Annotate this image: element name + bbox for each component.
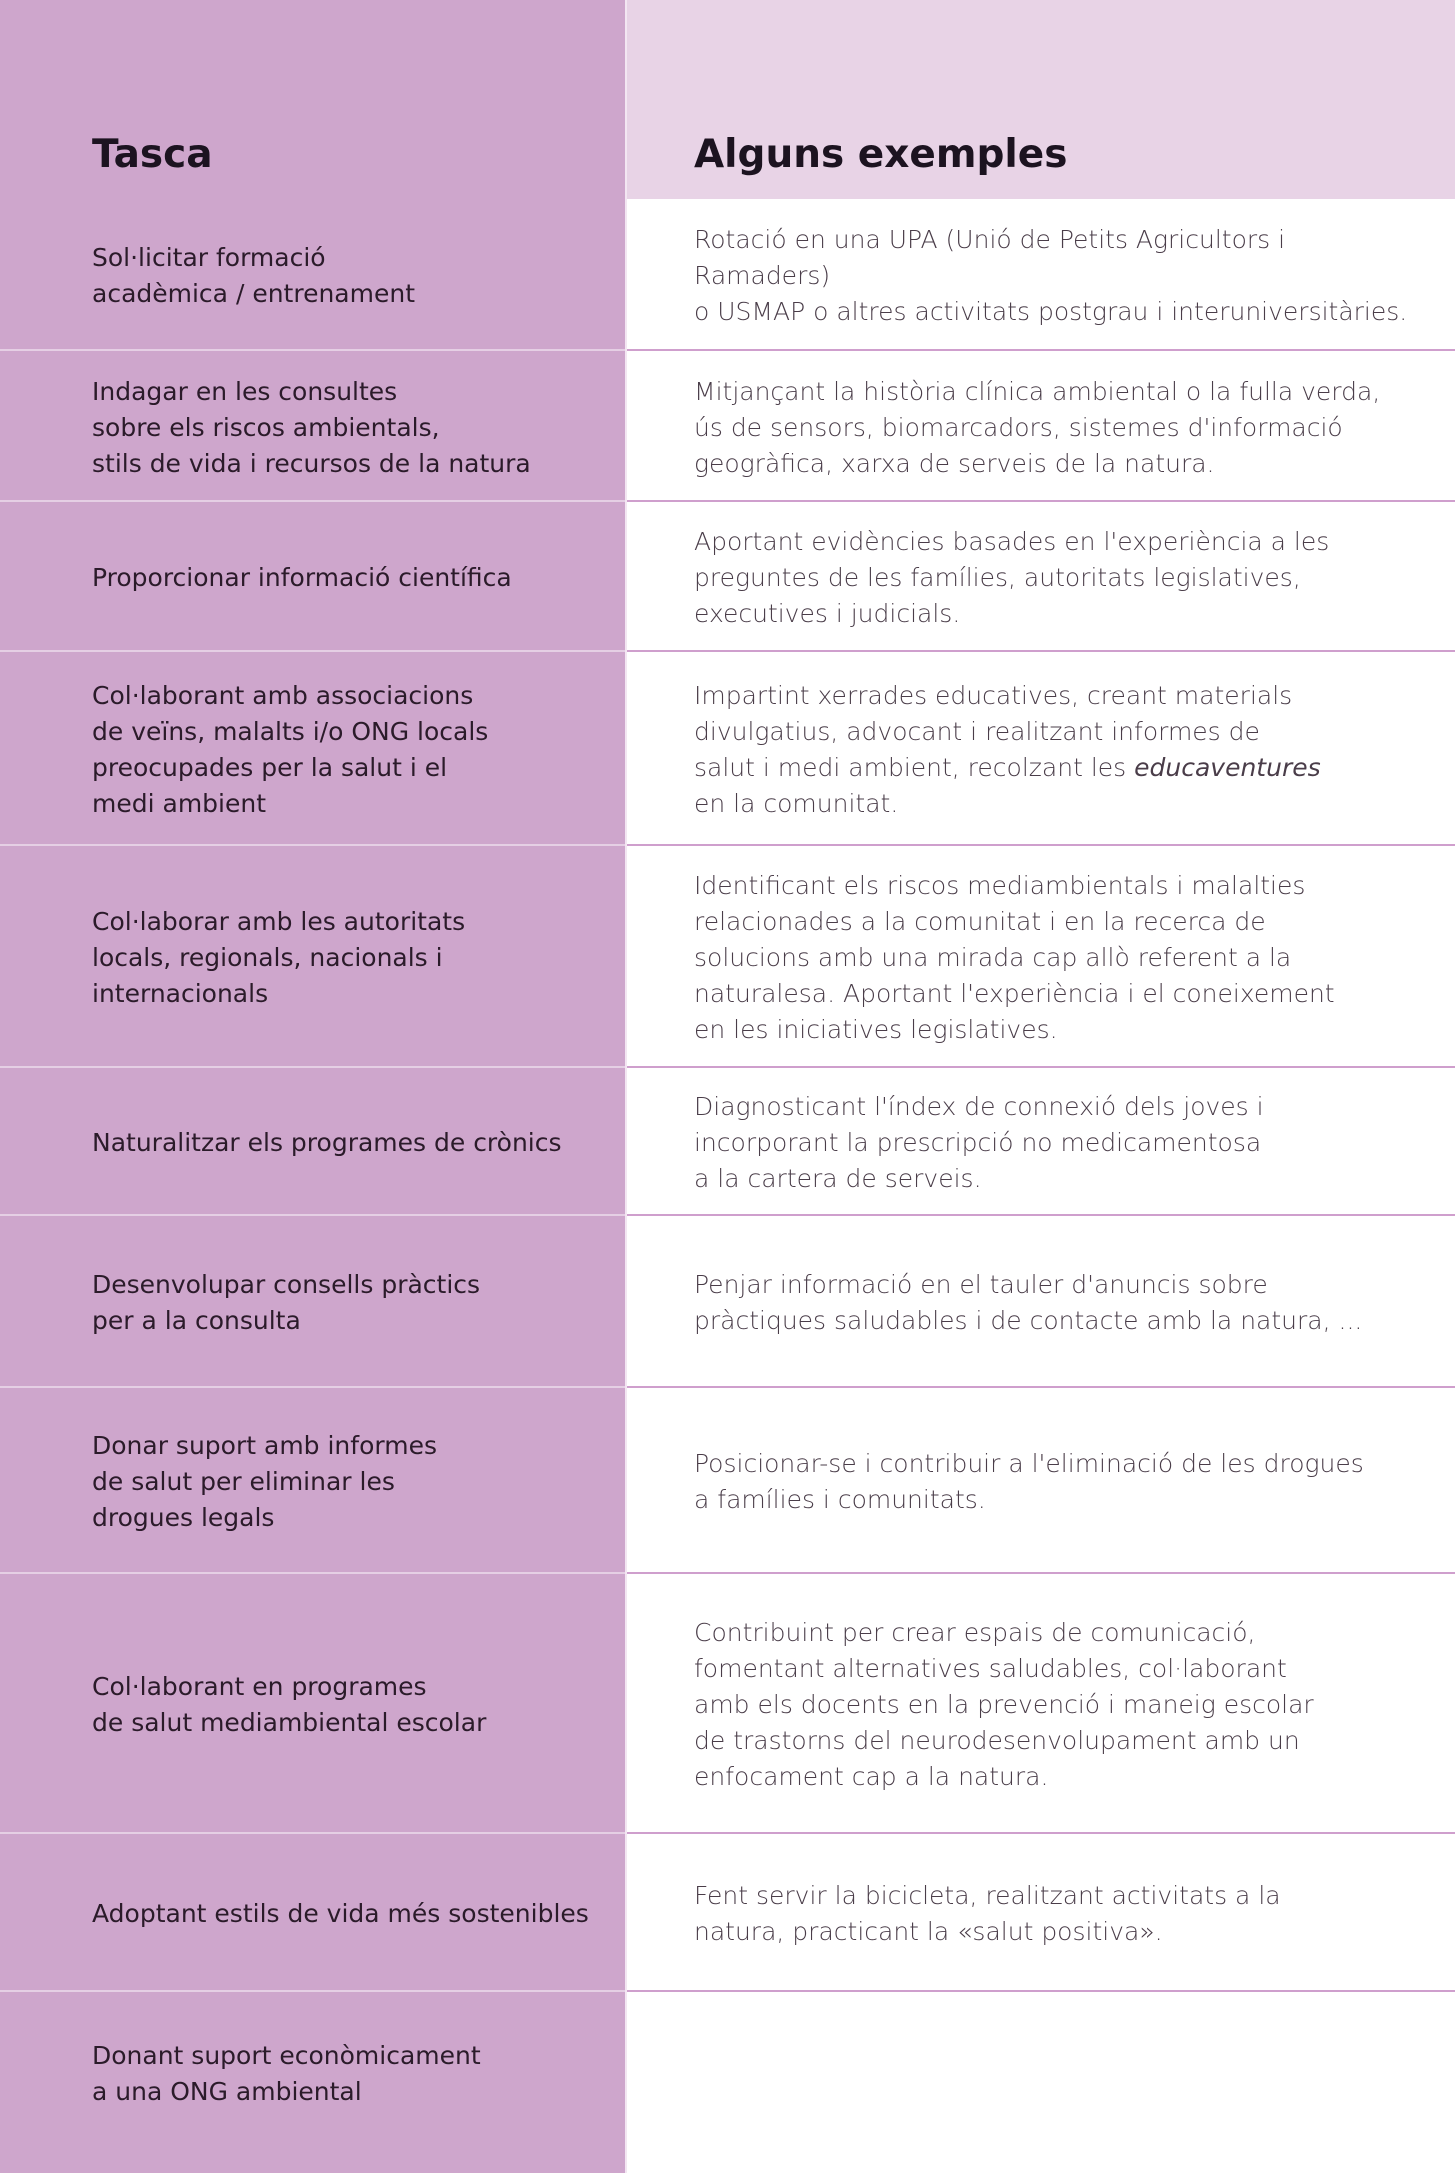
table-header (0, 0, 1455, 199)
row-divider (627, 500, 1455, 502)
row-divider (0, 500, 625, 502)
table-row (0, 201, 1455, 351)
row-divider (0, 1572, 625, 1574)
example-cell: Posicionar-se i contribuir a l'eliminació de les drogues a famílies i comunitats. (694, 1449, 1364, 1514)
row-divider (627, 1832, 1455, 1834)
row-divider (0, 650, 625, 652)
row-divider (0, 1214, 625, 1216)
table-row (0, 848, 1455, 1068)
table-row (0, 1836, 1455, 1992)
task-cell: Donar suport amb informes de salut per eliminar les drogues legals (92, 1431, 437, 1532)
row-divider (0, 844, 625, 846)
row-divider (0, 349, 625, 351)
table-row (0, 1576, 1455, 1834)
table-row (0, 1218, 1455, 1388)
row-divider (627, 1066, 1455, 1068)
example-text: en la comunitat. (694, 789, 899, 818)
example-cell: Penjar informació en el tauler d'anuncis sobre pràctiques saludables i de contacte amb la natura, ... (694, 1270, 1363, 1335)
example-cell: Identificant els riscos mediambientals i malalties relacionades a la comunitat i en la recerca de solucions amb una mirada cap allò referent a la naturalesa. Aportant l'experiència i el coneixement en les iniciatives legislatives. (694, 871, 1335, 1044)
example-cell: Fent servir la bicicleta, realitzant activitats a la natura, practicant la «salut positiva». (694, 1881, 1281, 1946)
table-row (0, 504, 1455, 652)
example-cell: Diagnosticant l'índex de connexió dels joves i incorporant la prescripció no medicamentosa a la cartera de serveis. (694, 1092, 1264, 1193)
example-cell: Mitjançant la història clínica ambiental o la fulla verda, ús de sensors, biomarcadors, sistemes d'informació geogràfica, xarxa de serveis de la natura. (694, 376, 1381, 478)
task-cell: Col·laborant amb associacions de veïns, malalts i/o ONG locals preocupades per la salut i el medi ambient (92, 681, 489, 818)
table-row (0, 353, 1455, 502)
task-cell: Adoptant estils de vida més sostenibles (92, 1899, 589, 1928)
row-divider (627, 349, 1455, 351)
example-cell (694, 654, 1414, 846)
table-row (0, 654, 1455, 846)
header-task: Tasca (92, 132, 213, 177)
row-divider (627, 844, 1455, 846)
row-divider (0, 1066, 625, 1068)
row-divider (0, 1990, 625, 1992)
task-cell: Desenvolupar consells pràctics per a la consulta (92, 1270, 481, 1335)
row-divider (627, 1386, 1455, 1388)
task-cell: Col·laborant en programes de salut mediambiental escolar (92, 1672, 487, 1737)
example-cell: Contribuint per crear espais de comunicació, fomentant alternatives saludables, col·laborant amb els docents en la prevenció i maneig escolar de trastorns del neurodesenvolupament amb un enfocament cap a la natura. (694, 1618, 1314, 1791)
example-cell (694, 1994, 1414, 2154)
example-text: Impartint xerrades educatives, creant materials divulgatius, advocant i realitzant informes de salut i medi ambient, recolzant les (694, 681, 1293, 782)
table-row (0, 1994, 1455, 2154)
row-divider (0, 1386, 625, 1388)
task-cell: Indagar en les consultes sobre els riscos ambientals, stils de vida i recursos de la natura (92, 376, 531, 478)
task-cell: Col·laborar amb les autoritats locals, regionals, nacionals i internacionals (92, 907, 466, 1008)
task-cell: Sol·licitar formació acadèmica / entrenament (92, 243, 415, 308)
example-italic-term: educaventures (1134, 753, 1321, 782)
header-examples: Alguns exemples (694, 132, 1068, 177)
row-divider (627, 1990, 1455, 1992)
task-cell: Proporcionar informació científica (92, 563, 512, 592)
example-cell: Rotació en una UPA (Unió de Petits Agricultors i Ramaders) o USMAP o altres activitats postgrau i interuniversitàries. (694, 225, 1408, 326)
task-cell: Donant suport econòmicament a una ONG ambiental (92, 2041, 481, 2106)
row-divider (0, 1832, 625, 1834)
task-cell: Naturalitzar els programes de crònics (92, 1128, 562, 1157)
example-cell: Aportant evidències basades en l'experiència a les preguntes de les famílies, autoritats legislatives, executives i judicials. (694, 527, 1330, 628)
table-row (0, 1070, 1455, 1216)
row-divider (627, 1214, 1455, 1216)
row-divider (627, 650, 1455, 652)
table-row (0, 1390, 1455, 1574)
row-divider (627, 1572, 1455, 1574)
column-divider (625, 0, 627, 2173)
